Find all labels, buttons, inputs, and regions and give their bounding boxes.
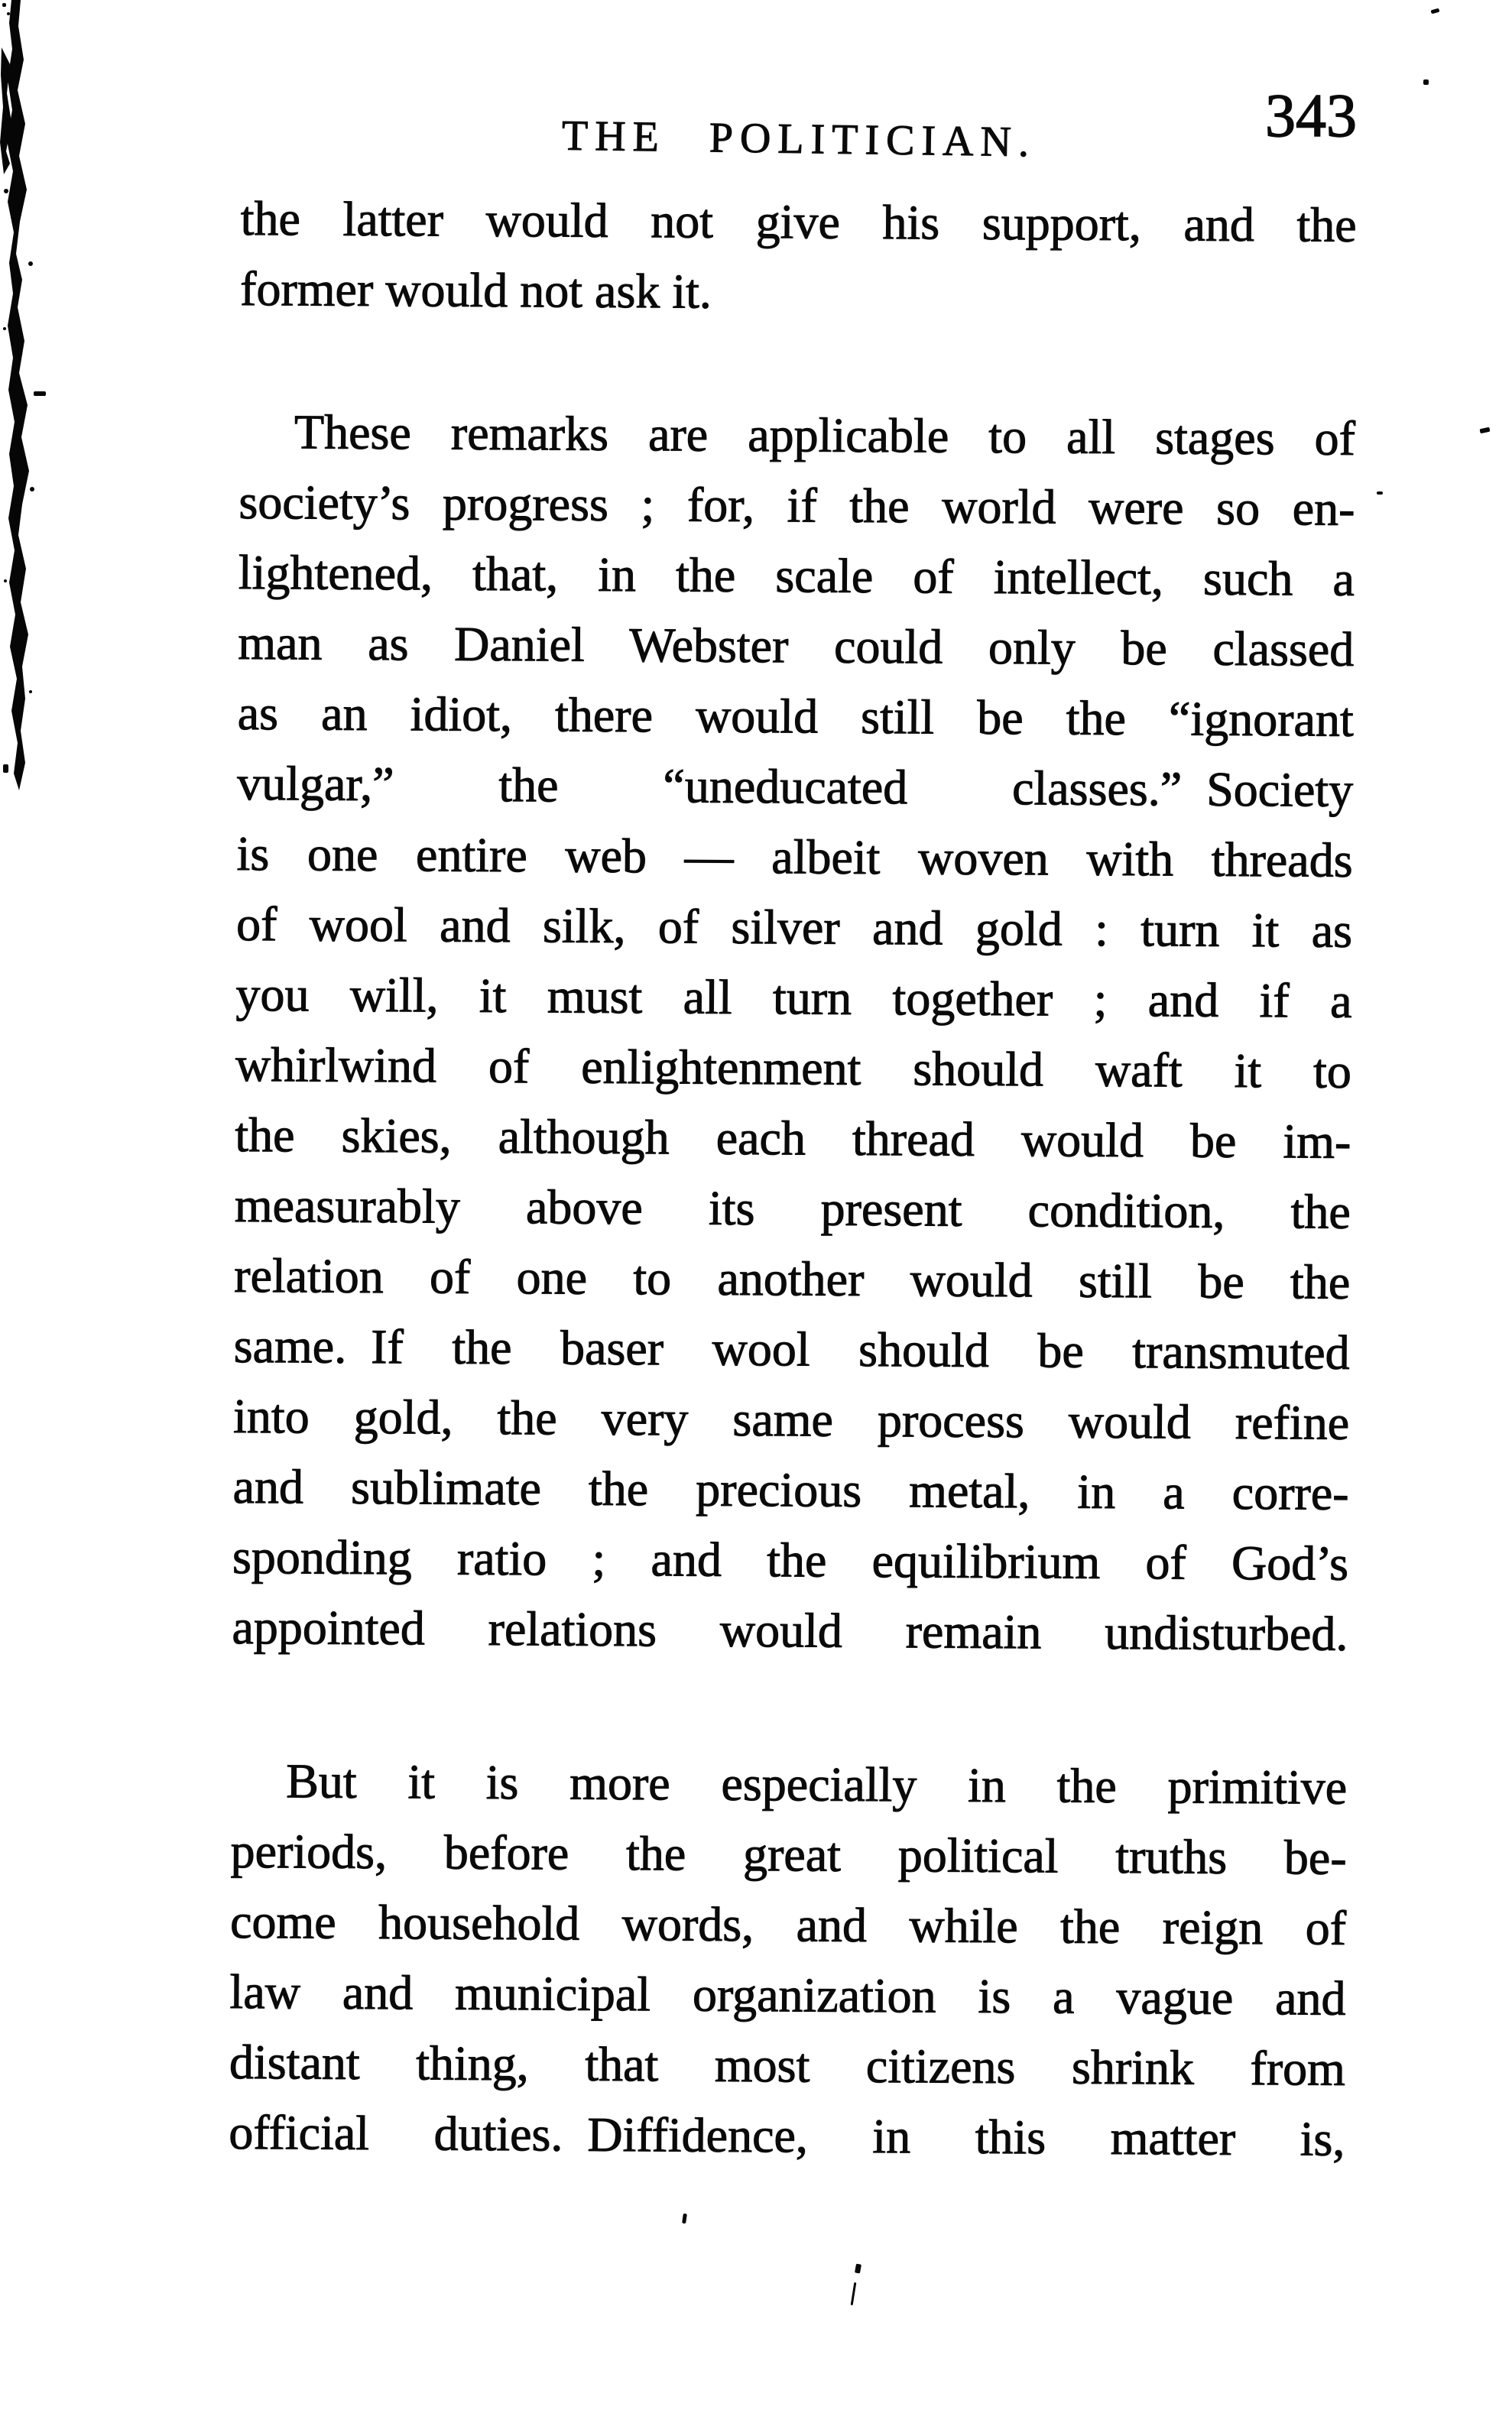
text-line: distant thing, that most citizens shrink from (229, 2034, 1346, 2096)
text-line: and sublimate the precious metal, in a corre- (232, 1458, 1349, 1520)
text-line: law and municipal organization is a vague and (229, 1964, 1346, 2026)
paragraph (229, 1746, 1347, 2175)
text-line: lightened, that, in the scale of intellect, such a (238, 544, 1355, 606)
ink-speck (682, 2214, 687, 2224)
text-line: into gold, the very same process would refine (232, 1388, 1350, 1450)
text-line: you will, it must all turn together ; and if a (235, 966, 1352, 1028)
text-line: sponding ratio ; and the equilibrium of God’s (232, 1529, 1349, 1591)
text-line: the latter would not give his support, and the (240, 190, 1357, 252)
text-line: of wool and silk, of silver and gold : turn it as (235, 896, 1353, 958)
text-line: periods, before the great political truths be- (230, 1823, 1347, 1885)
text-line: vulgar,” the “uneducated classes.” Society (236, 755, 1354, 817)
ink-speck (7, 12, 10, 15)
text-line: measurably above its present condition, the (234, 1177, 1351, 1239)
text-line: whirlwind of enlightenment should waft it to (235, 1036, 1352, 1098)
ink-speck (3, 764, 8, 773)
paragraph (240, 183, 1357, 331)
text-line: official duties. Diffidence, in this matter is, (229, 2104, 1345, 2166)
ink-speck (2, 3, 6, 7)
text-line: appointed relations would remain undisturbed. (232, 1599, 1348, 1661)
ink-speck (1423, 79, 1429, 85)
ink-speck (1480, 427, 1491, 434)
running-head (241, 109, 1358, 170)
binding-smudge-artifact (0, 0, 54, 810)
text-line: the skies, although each thread would be im- (235, 1107, 1351, 1169)
ink-speck (1377, 491, 1383, 495)
text-line: as an idiot, there would still be the “ignorant (237, 685, 1354, 747)
body-text (229, 183, 1357, 2175)
ink-speck (34, 391, 46, 396)
running-title: THE POLITICIAN. (561, 112, 1037, 167)
text-line: man as Daniel Webster could only be classed (238, 615, 1355, 676)
ink-speck (851, 2282, 857, 2305)
text-line: same. If the baser wool should be transmuted (233, 1318, 1350, 1380)
text-line: But it is more especially in the primitive (286, 1753, 1348, 1815)
paragraph (232, 397, 1355, 1669)
text-line: society’s progress ; for, if the world were so en- (238, 474, 1355, 536)
text-line: relation of one to another would still be the (234, 1247, 1351, 1309)
page-number: 343 (1265, 83, 1357, 150)
text-line: These remarks are applicable to all stages of (294, 404, 1356, 465)
text-line: former would not ask it. (239, 261, 712, 319)
ink-speck (1431, 8, 1440, 15)
ink-speck (855, 2263, 861, 2273)
text-line: come household words, and while the reign of (229, 1893, 1347, 1955)
text-line: is one entire web — albeit woven with threads (236, 825, 1353, 887)
